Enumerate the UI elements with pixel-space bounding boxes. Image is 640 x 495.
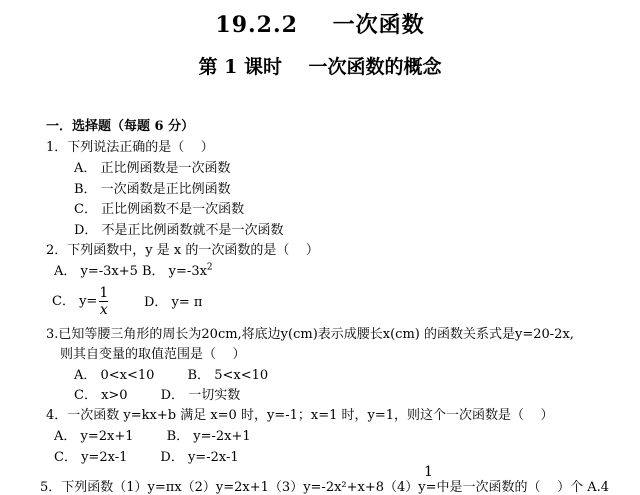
question-2-option-c-fraction bbox=[99, 285, 108, 318]
question-2-option-b-text: B． y=-3x bbox=[142, 264, 207, 279]
question-3-options-ab: A． 0<x<10 B． 5<x<10 bbox=[74, 368, 269, 383]
question-3-stem-line-2: 则其自变量的取值范围是（ ） bbox=[60, 347, 246, 362]
question-3-stem-line-1: 3.已知等腰三角形的周长为20cm,将底边y(cm)表示成腰长x(cm) 的函数关系式是y=20-2x, bbox=[46, 327, 574, 342]
question-2-option-d: D． y= π bbox=[144, 295, 203, 310]
question-2-option-c-text: C． y= bbox=[52, 294, 98, 309]
question-5-partial-tail: 中是一次函数的（ ）个 A.4 bbox=[436, 480, 610, 495]
question-5-fraction-numerator: 1 bbox=[424, 464, 433, 480]
question-2-option-c bbox=[52, 282, 112, 322]
question-2-stem: 2．下列函数中，y 是 x 的一次函数的是（ ） bbox=[46, 243, 319, 258]
question-4-stem: 4．一次函数 y=kx+b 满足 x=0 时，y=-1；x=1 时，y=1，则这个一次函数是（ ） bbox=[46, 408, 554, 423]
question-2-option-b-exponent: 2 bbox=[206, 262, 213, 273]
fraction-numerator: 1 bbox=[99, 285, 109, 301]
question-5-partial-line bbox=[40, 476, 609, 495]
fraction-denominator: x bbox=[99, 302, 108, 318]
page-title: 19.2.2 一次函数 bbox=[215, 12, 425, 38]
question-1-option-b: B． 一次函数是正比例函数 bbox=[74, 182, 231, 197]
question-4-options-cd: C． y=2x-1 D． y=-2x-1 bbox=[54, 450, 239, 465]
question-1-option-c: C． 正比例函数不是一次函数 bbox=[74, 202, 245, 217]
question-1-option-a: A． 正比例函数是一次函数 bbox=[74, 161, 231, 176]
section-heading: 一．选择题（每题 6 分） bbox=[46, 119, 195, 134]
question-2-option-b bbox=[142, 263, 213, 280]
question-2-option-a: A． y=-3x+5 bbox=[54, 264, 138, 279]
question-1-option-d: D． 不是正比例函数就不是一次函数 bbox=[74, 223, 284, 238]
question-4-options-ab: A． y=2x+1 B． y=-2x+1 bbox=[54, 429, 251, 444]
page-subtitle: 第 1 课时 一次函数的概念 bbox=[198, 56, 442, 78]
question-5-partial-text: 5．下列函数（1）y=πx（2）y=2x+1（3）y=-2x²+x+8（4）y= bbox=[40, 480, 437, 495]
question-1-stem: 1．下列说法正确的是（ ） bbox=[46, 140, 214, 155]
question-3-options-cd: C． x>0 D． 一切实数 bbox=[74, 388, 241, 403]
